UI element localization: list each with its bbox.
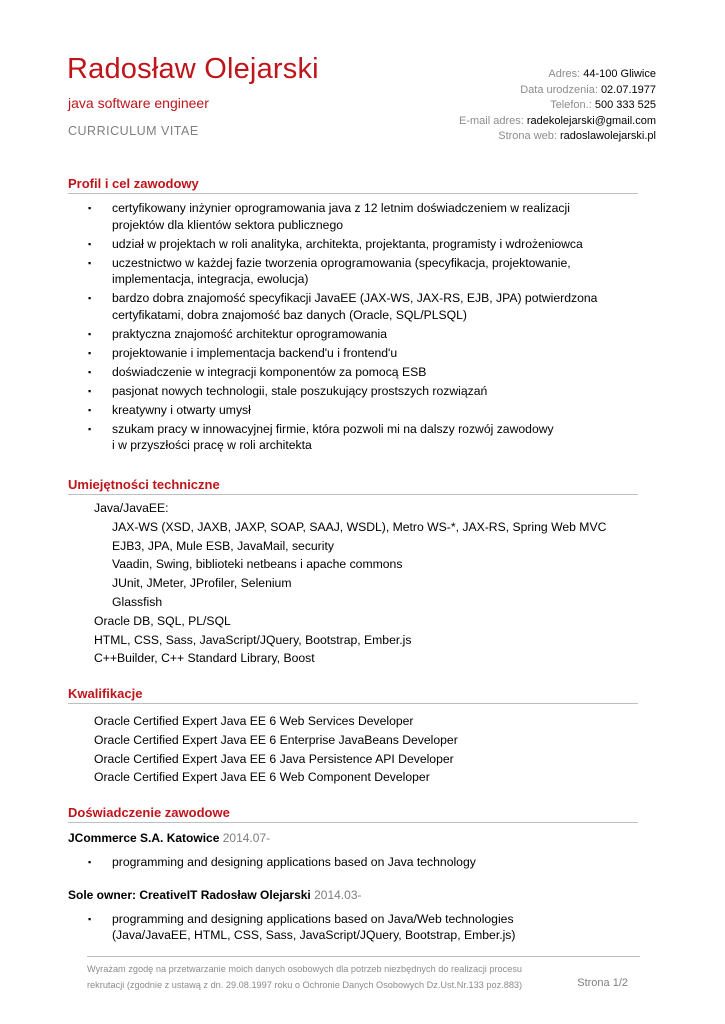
list-item-line: pasjonat nowych technologii, stale poszukujący prostszych rozwiązań — [112, 383, 488, 398]
list-item — [68, 854, 638, 871]
list-item-line: uczestnictwo w każdej fazie tworzenia oprogramowania (specyfikacja, projektowanie, — [112, 255, 571, 270]
bullet-icon: ▪ — [88, 913, 92, 924]
list-item — [68, 236, 638, 253]
bullet-icon: ▪ — [88, 238, 92, 249]
list-item — [68, 326, 638, 343]
job-duties — [68, 911, 638, 944]
list-item — [68, 345, 638, 362]
consent-line-2: rekrutacji (zgodnie z ustawą z dn. 29.08.1997 roku o Ochronie Danych Osobowych Dz.Ust.Nr.133 poz.883) — [87, 980, 523, 990]
skill-line: HTML, CSS, Sass, JavaScript/JQuery, Bootstrap, Ember.js — [94, 632, 412, 647]
list-item-line: programming and designing applications based on Java technology — [112, 855, 476, 869]
list-item-line: udział w projektach w roli analityka, architekta, projektanta, programisty i wdrożeniowca — [112, 236, 583, 251]
skill-line: JUnit, JMeter, JProfiler, Selenium — [112, 576, 292, 591]
qualification-item: Oracle Certified Expert Java EE 6 Java Persistence API Developer — [94, 751, 454, 766]
job-title: java software engineer — [68, 95, 209, 111]
bullet-icon: ▪ — [88, 366, 92, 377]
skill-line: JAX-WS (XSD, JAXB, JAXP, SOAP, SAAJ, WSDL), Metro WS-*, JAX-RS, Spring Web MVC — [112, 519, 607, 534]
list-item — [68, 911, 638, 944]
bullet-icon: ▪ — [88, 328, 92, 339]
skill-line: EJB3, JPA, Mule ESB, JavaMail, security — [112, 538, 334, 553]
bullet-icon: ▪ — [88, 257, 92, 268]
list-item-line: praktyczna znajomość architektur oprogramowania — [112, 326, 388, 341]
section-qualifications — [68, 686, 638, 787]
list-item — [68, 290, 638, 323]
list-item-line: doświadczenie w integracji komponentów za pomocą ESB — [112, 364, 427, 379]
list-item-line: projektów dla klientów sektora publicznego — [112, 217, 344, 232]
list-item — [68, 255, 638, 288]
bullet-icon: ▪ — [88, 293, 92, 303]
qualification-item: Oracle Certified Expert Java EE 6 Enterprise JavaBeans Developer — [94, 732, 458, 747]
bullet-icon: ▪ — [88, 404, 92, 415]
job-entry — [68, 888, 638, 944]
list-item — [68, 364, 638, 381]
list-item-line: implementacja, integracja, ewolucja) — [112, 272, 309, 286]
list-item-line: projektowanie i implementacja backend'u i frontend'u — [112, 345, 398, 360]
list-item-line: i w przyszłości pracę w roli architekta — [112, 438, 312, 452]
list-item — [68, 421, 638, 454]
job-header: Sole owner: CreativeIT Radosław Olejarski 2014.03- — [68, 887, 362, 902]
list-item-line: kreatywny i otwarty umysł — [112, 402, 251, 417]
section-title: Umiejętności techniczne — [68, 477, 638, 495]
contact-email: E-mail adres: radekolejarski@gmail.com — [458, 114, 656, 127]
list-item-line: certyfikowany inżynier oprogramowania java z 12 letnim doświadczeniem w realizacji — [112, 201, 570, 215]
skill-line: Oracle DB, SQL, PL/SQL — [94, 613, 231, 628]
qualifications-list — [68, 712, 638, 787]
section-title: Kwalifikacje — [68, 686, 638, 704]
list-item-line: szukam pracy w innowacyjnej firmie, która pozwoli mi na dalszy rozwój zawodowy — [112, 421, 554, 436]
section-skills — [68, 477, 638, 668]
section-title: Doświadczenie zawodowe — [68, 805, 638, 823]
list-item-line: certyfikatami, dobra znajomość baz danych (Oracle, SQL/PLSQL) — [112, 307, 467, 322]
consent-line-1: Wyrażam zgodę na przetwarzanie moich danych osobowych dla potrzeb niezbędnych do realizacji procesu — [87, 964, 523, 974]
contact-block — [459, 67, 656, 145]
skill-line: Glassfish — [112, 594, 163, 609]
bullet-icon: ▪ — [88, 347, 92, 358]
section-title: Profil i cel zawodowy — [68, 176, 638, 194]
section-experience — [68, 805, 638, 944]
bullet-icon: ▪ — [88, 423, 92, 434]
profile-list — [68, 200, 638, 454]
bullet-icon: ▪ — [88, 857, 92, 867]
job-entry — [68, 831, 638, 871]
list-item-line: bardzo dobra znajomość specyfikacji JavaEE (JAX-WS, JAX-RS, EJB, JPA) potwierdzona — [112, 291, 598, 305]
list-item — [68, 200, 638, 233]
document-type: CURRICULUM VITAE — [68, 124, 199, 138]
job-header: JCommerce S.A. Katowice 2014.07- — [68, 831, 271, 845]
contact-website: Strona web: radoslawolejarski.pl — [498, 130, 656, 142]
skill-line: Java/JavaEE: — [94, 501, 169, 515]
contact-address: Adres: 44-100 Gliwice — [548, 68, 656, 80]
qualification-item: Oracle Certified Expert Java EE 6 Web Component Developer — [94, 770, 430, 785]
footer — [87, 956, 640, 993]
bullet-icon: ▪ — [88, 203, 92, 213]
list-item-line: programming and designing applications based on Java/Web technologies — [112, 911, 514, 926]
list-item — [68, 383, 638, 400]
contact-phone: Telefon.: 500 333 525 — [550, 99, 656, 111]
list-item — [68, 402, 638, 419]
bullet-icon: ▪ — [88, 385, 92, 396]
job-duties — [68, 854, 638, 871]
list-item-line: (Java/JavaEE, HTML, CSS, Sass, JavaScript/JQuery, Bootstrap, Ember.js) — [112, 928, 516, 942]
page-number: Strona 1/2 — [577, 977, 628, 989]
qualification-item: Oracle Certified Expert Java EE 6 Web Services Developer — [94, 714, 414, 728]
skills-list — [68, 499, 638, 668]
skill-line: Vaadin, Swing, biblioteki netbeans i apache commons — [112, 557, 403, 572]
skill-line: C++Builder, C++ Standard Library, Boost — [94, 651, 315, 666]
contact-birthdate: Data urodzenia: 02.07.1977 — [520, 83, 656, 96]
section-profile — [68, 176, 638, 454]
candidate-name: Radosław Olejarski — [67, 53, 319, 85]
